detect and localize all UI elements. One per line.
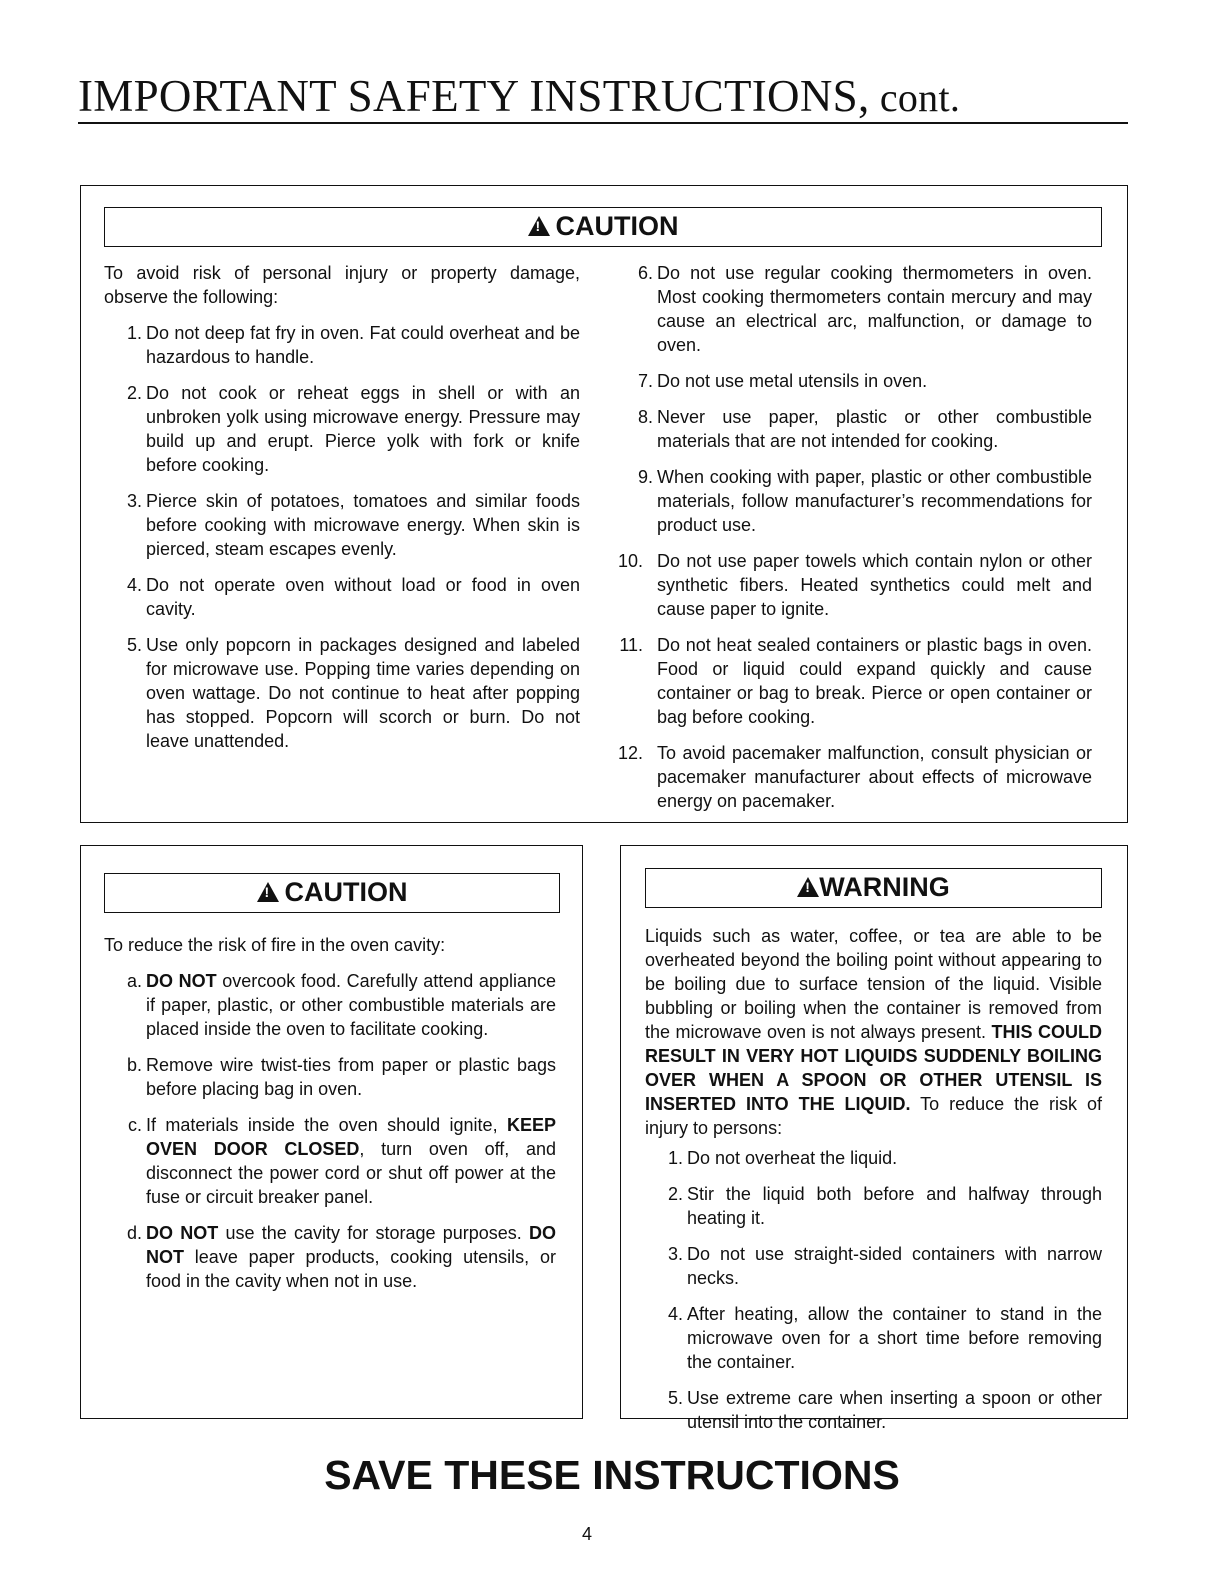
item-number: 12.	[617, 743, 643, 763]
text: Do not overheat the liquid.	[687, 1148, 898, 1168]
text: After heating, allow the container to stand in the microwave oven for a short time before removing the container.	[687, 1304, 1102, 1372]
list-item	[104, 633, 580, 753]
fire-caution-header: !CAUTION	[104, 873, 560, 913]
item-text	[657, 467, 1092, 535]
item-number: 5.	[667, 1388, 683, 1408]
list-item	[645, 1386, 1102, 1434]
list-item	[645, 1302, 1102, 1374]
item-text	[657, 635, 1092, 727]
item-number: 4.	[667, 1304, 683, 1324]
list-item	[615, 261, 1092, 357]
text: Do not cook or reheat eggs in shell or with an unbroken yolk using microwave energy. Pressure may build up and erupt. Pierce yolk with fork or knife before cooking.	[146, 383, 580, 475]
item-text	[687, 1244, 1102, 1288]
warning-triangle-icon	[257, 882, 279, 902]
text: Do not use straight-sided containers with narrow necks.	[687, 1244, 1102, 1288]
item-text	[146, 971, 556, 1039]
text: Never use paper, plastic or other combustible materials that are not intended for cooking.	[657, 407, 1092, 451]
text: Use only popcorn in packages designed and labeled for microwave use. Popping time varies depending on oven wattage. Do not continue to heat after popping has stopped. Popcorn will scorch or burn. Do not leave unattended.	[146, 635, 580, 751]
item-number: 5.	[126, 635, 142, 655]
item-text	[687, 1304, 1102, 1372]
item-number: 1.	[667, 1148, 683, 1168]
item-number: a.	[126, 971, 142, 991]
item-number: 4.	[126, 575, 142, 595]
list-item	[104, 573, 580, 621]
text: , turn oven off, and disconnect the power cord or shut off power at the fuse or circuit breaker panel.	[146, 1139, 556, 1207]
list-item	[615, 633, 1092, 729]
bold-text: DO NOT	[146, 971, 217, 991]
page-title: IMPORTANT SAFETY INSTRUCTIONS, cont.	[78, 71, 961, 121]
text: If materials inside the oven should ignite,	[146, 1115, 507, 1135]
list-item	[615, 465, 1092, 537]
fire-caution-text	[104, 933, 556, 1293]
text: Do not use regular cooking thermometers in oven. Most cooking thermometers contain mercury and may cause an electrical arc, malfunction, or damage to oven.	[657, 263, 1092, 355]
item-number: 3.	[667, 1244, 683, 1264]
bold-text: KEEP OVEN DOOR CLOSED	[146, 1115, 556, 1159]
list-item	[104, 381, 580, 477]
text: Do not use metal utensils in oven.	[657, 371, 928, 391]
item-text	[146, 575, 580, 619]
text: overcook food. Carefully attend appliance if paper, plastic, or other combustible materials are placed inside the oven to facilitate cooking.	[146, 971, 556, 1039]
item-text	[657, 407, 1092, 451]
item-number: 2.	[667, 1184, 683, 1204]
list-item	[645, 1146, 1102, 1170]
warning-text	[645, 924, 1102, 1434]
item-number: d.	[126, 1223, 142, 1243]
list-item	[104, 321, 580, 369]
item-text	[146, 1115, 556, 1207]
item-number: 7.	[637, 371, 653, 391]
item-text	[146, 491, 580, 559]
warning-intro	[645, 924, 1102, 1140]
warning-triangle-icon	[797, 877, 819, 897]
bold-text: DO NOT	[146, 1223, 557, 1267]
item-number: c.	[127, 1115, 142, 1135]
text: Do not use paper towels which contain nylon or other synthetic fibers. Heated synthetics could melt and cause paper to ignite.	[657, 551, 1092, 619]
item-number: 9.	[637, 467, 653, 487]
text: Do not heat sealed containers or plastic bags in oven. Food or liquid could expand quickly and cause container or bag to break. Pierce or open container or bag before cooking.	[657, 635, 1092, 727]
text: use the cavity for storage purposes.	[218, 1223, 530, 1243]
item-text	[687, 1388, 1102, 1432]
bold-text: DO NOT	[146, 1223, 219, 1243]
item-text	[657, 743, 1092, 811]
item-text	[146, 635, 580, 751]
warning-triangle-icon	[528, 216, 550, 236]
list-item	[104, 1053, 556, 1101]
caution-header: !CAUTION	[104, 207, 1102, 247]
item-number: 1.	[126, 323, 142, 343]
item-text	[146, 383, 580, 475]
list-item	[645, 1182, 1102, 1230]
text: To avoid pacemaker malfunction, consult physician or pacemaker manufacturer about effects of microwave energy on pacemaker.	[657, 743, 1092, 811]
text: Do not deep fat fry in oven. Fat could overheat and be hazardous to handle.	[146, 323, 580, 367]
text: Stir the liquid both before and halfway through heating it.	[687, 1184, 1102, 1228]
item-number: 2.	[126, 383, 142, 403]
list-item	[615, 369, 1092, 393]
list-item	[104, 489, 580, 561]
text: To reduce the risk of injury to persons:	[645, 1094, 1102, 1138]
item-number: 10.	[617, 551, 643, 571]
list-item	[645, 1242, 1102, 1290]
list-item	[615, 741, 1092, 813]
text: Use extreme care when inserting a spoon or other utensil into the container.	[687, 1388, 1102, 1432]
text: Do not operate oven without load or food in oven cavity.	[146, 575, 580, 619]
list-item	[615, 549, 1092, 621]
text: leave paper products, cooking utensils, or food in the cavity when not in use.	[146, 1247, 556, 1291]
save-instructions-heading: SAVE THESE INSTRUCTIONS	[324, 1452, 900, 1498]
item-text	[657, 551, 1092, 619]
page-number: 4	[581, 1524, 592, 1544]
item-text	[146, 323, 580, 367]
item-number: 11.	[619, 635, 643, 655]
list-item	[104, 1113, 556, 1209]
caution-right-column	[615, 249, 1092, 813]
list-item	[104, 1221, 556, 1293]
item-number: b.	[126, 1055, 142, 1075]
warning-header: !WARNING	[645, 868, 1102, 908]
caution-intro: To avoid risk of personal injury or property damage, observe the following:	[104, 263, 580, 307]
title-rule	[78, 122, 1128, 124]
item-text	[687, 1148, 897, 1168]
fire-intro: To reduce the risk of fire in the oven cavity:	[104, 935, 446, 955]
item-number: 8.	[637, 407, 653, 427]
caution-left-column	[104, 261, 580, 753]
list-item	[615, 405, 1092, 453]
item-text	[657, 371, 927, 391]
list-item	[104, 969, 556, 1041]
text: Remove wire twist-ties from paper or plastic bags before placing bag in oven.	[146, 1055, 556, 1099]
text: When cooking with paper, plastic or other combustible materials, follow manufacturer’s recommendations for product use.	[657, 467, 1092, 535]
text: Liquids such as water, coffee, or tea are able to be overheated beyond the boiling point without appearing to be boiling due to surface tension of the liquid. Visible bubbling or boiling when the container is removed from the microwave oven is not always present.	[645, 926, 1102, 1042]
item-number: 6.	[637, 263, 653, 283]
text: Pierce skin of potatoes, tomatoes and similar foods before cooking with microwave energy. When skin is pierced, steam escapes evenly.	[146, 491, 580, 559]
item-number: 3.	[126, 491, 142, 511]
item-text	[687, 1184, 1102, 1228]
item-text	[146, 1223, 556, 1291]
item-text	[657, 263, 1092, 355]
item-text	[146, 1055, 556, 1099]
bold-text: THIS COULD RESULT IN VERY HOT LIQUIDS SUDDENLY BOILING OVER WHEN A SPOON OR OTHER UTENSIL IS INSERTED INTO THE LIQUID.	[645, 1022, 1102, 1114]
